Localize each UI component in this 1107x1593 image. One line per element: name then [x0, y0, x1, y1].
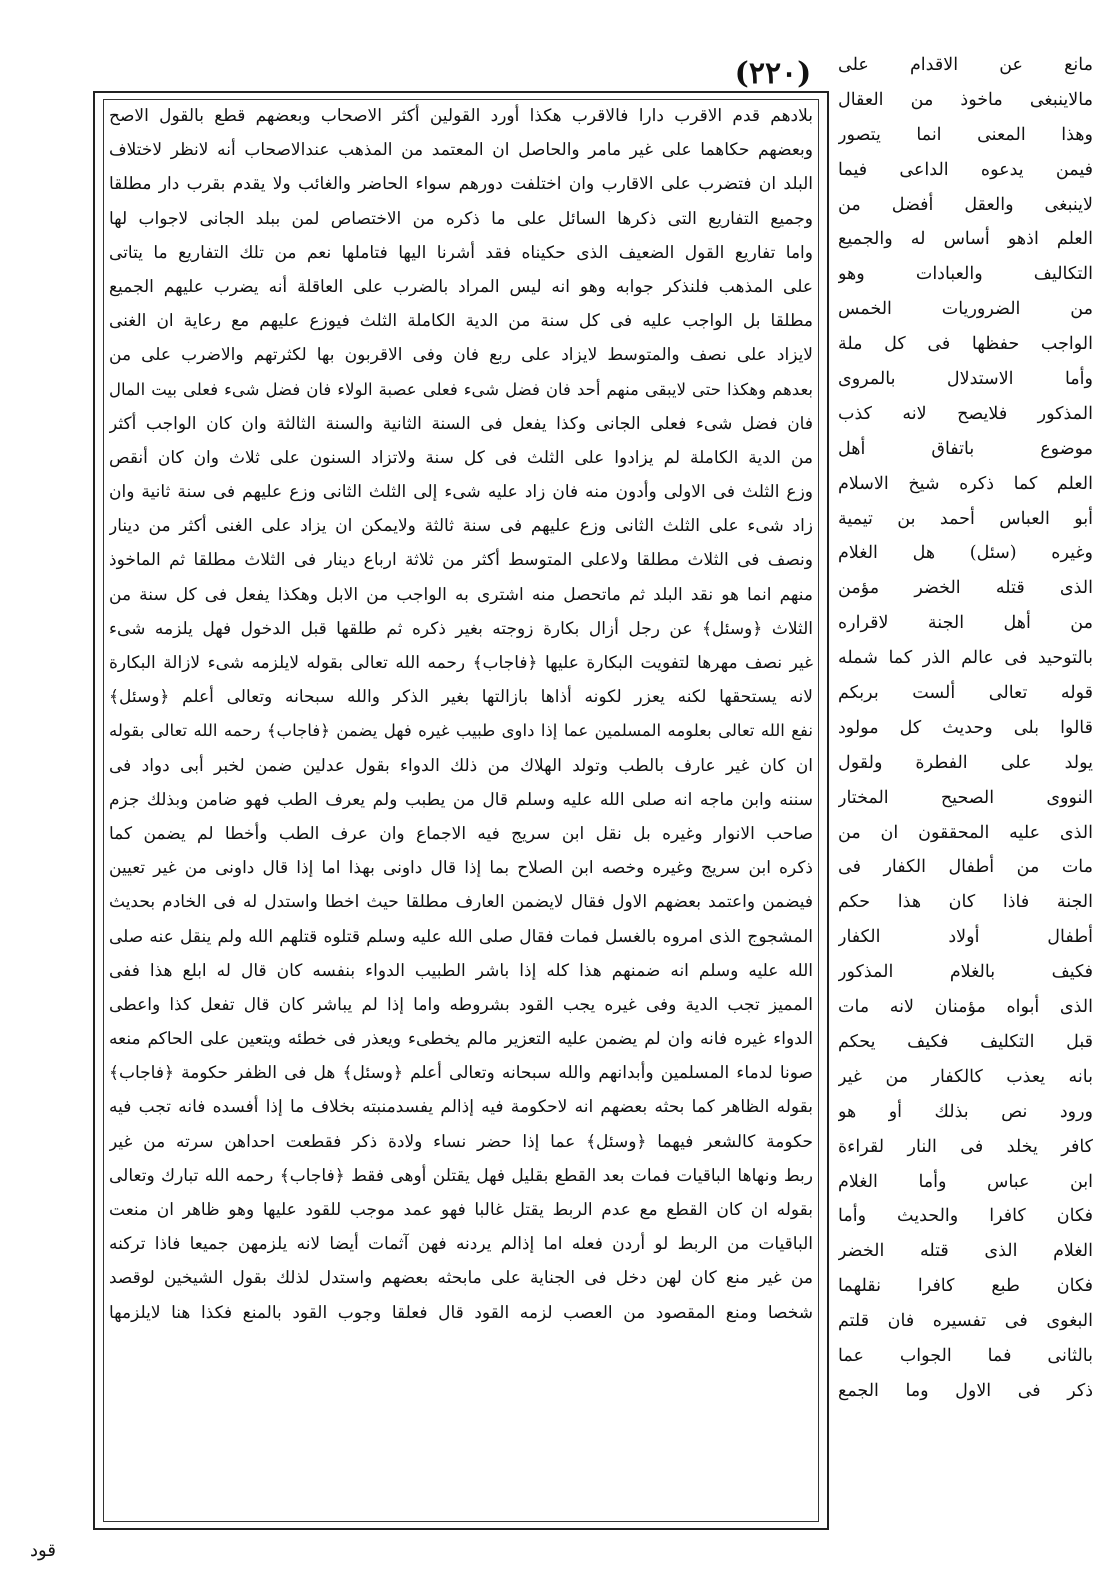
text-line: وجميع التفاريع التى ذكرها السائل على ما ذكره من الاختصاص لمن ببلد الجانى لاجواب لها: [109, 208, 813, 229]
text-line: حكومة كالشعر فيهما ﴿وسئل﴾ عما إذا حضر نساء ولادة ذكر فقطعت احداهن سرته من غير: [109, 1131, 813, 1152]
margin-line: بالثانى فما الجواب عما: [838, 1345, 1093, 1366]
margin-line: أطفال أولاد الكفار: [838, 927, 1093, 948]
page-number: (٢٢٠): [734, 56, 812, 91]
margin-line: من الضروريات الخمس: [838, 299, 1093, 320]
margin-line: الغلام الذى قتله الخضر: [838, 1241, 1093, 1262]
margin-line: العلم كما ذكره شيخ الاسلام: [838, 473, 1093, 494]
text-line: ان كان غير عارف بالطب وتولد الهلاك من ذلك الدواء بقول عدلين ضمن لخبر أبى دواد فى: [109, 755, 813, 776]
text-line: من غير منع كان لهن دخل فى الجناية على مابحثه بعضهم واستدل لذلك بقول الشيخين لوقصد: [109, 1268, 813, 1289]
text-line: الباقيات من الربط لو أردن فعله اما إذالم يردنه فهن آثمات أيضا لانه يلزمهن جميعا فاذا تركنه: [109, 1234, 813, 1255]
margin-line: الذى عليه المحققون ان من: [838, 822, 1093, 843]
margin-line: فكان كافرا والحديث وأما: [838, 1206, 1093, 1227]
margin-line: فكيف بالغلام المذكور: [838, 962, 1093, 983]
margin-line: وأما الاستدلال بالمروى: [838, 369, 1093, 390]
margin-line: أبو العباس أحمد بن تيمية: [838, 508, 1093, 529]
margin-line: مات من أطفال الكفار فى: [838, 857, 1093, 878]
text-line: وزع الثلث فى الاولى وأدون منه فان زاد عليه شىء إلى الثلث الثانى وزع عليهم فى سنة ثانية وان: [109, 482, 813, 503]
margin-line: ورود نص بذلك أو هو: [838, 1101, 1093, 1122]
text-line: وبعضهم حكاهما على غير مامر والحاصل ان المعتمد من المذهب عندالاصحاب أنه لانظر لاختلاف: [109, 140, 813, 161]
margin-line: الذى قتله الخضر مؤمن: [838, 578, 1093, 599]
margin-line: كافر يخلد فى النار لقراءة: [838, 1136, 1093, 1157]
margin-line: فكان طبع كافرا نقلهما: [838, 1276, 1093, 1297]
margin-line: التكاليف والعبادات وهو: [838, 264, 1093, 285]
margin-line: وغيره (سئل) هل الغلام: [838, 543, 1093, 564]
margin-line: موضوع باتفاق أهل: [838, 438, 1093, 459]
margin-line: ذكر فى الاول وما الجمع: [838, 1380, 1093, 1401]
main-text-body: [109, 99, 813, 1522]
margin-line: الجنة فاذا كان هذا حكم: [838, 892, 1093, 913]
text-line: فيضمن واعتمد بعضهم الاول فقال لايضمن العارف مطلقا حيث اخطا واستدل له فى الخادم بحديث: [109, 892, 813, 913]
margin-line: الواجب حفظها فى كل ملة: [838, 334, 1093, 355]
catchword: قود: [30, 1540, 56, 1561]
text-line: بقوله ان كان القطع مع عدم الربط يقتل غالبا فهو عمد موجب للقود عليها وهو ظاهر ان منعت: [109, 1200, 813, 1220]
margin-line: فيمن يدعوه الداعى فيما: [838, 159, 1093, 180]
margin-line: مالاينبغى ماخوذ من العقال: [838, 89, 1093, 110]
text-line: من الدية الكاملة لم يزادوا على الثلث فى كل سنة ولاتزاد السنون على ثلاث وان كان أنقص: [109, 447, 813, 468]
text-line: لايزاد على نصف والمتوسط لايزاد على ربع فان وفى الاقربون بها لكثرتهم والاضرب على من: [109, 345, 813, 366]
margin-line: لاينبغى والعقل أفضل من: [838, 194, 1093, 215]
text-line: الدواء غيره فانه وان لم يضمن عليه التعزير مالم يخطىء ويعذر فى خطئه ويتعين على الحاكم منعه: [109, 1029, 813, 1050]
margin-line: البغوى فى تفسيره فان قلتم: [838, 1311, 1093, 1332]
text-line: صاحب الانوار وغيره بل نقل ابن سريج فيه الاجماع وان عرف الطب وأخطا لم يضمن كما: [109, 823, 813, 844]
margin-commentary: [838, 48, 1093, 1508]
text-line: مطلقا بل الواجب عليه فى كل سنة من الدية الكاملة الثلث فيوزع عليهم مع رعاية ان الغنى: [109, 311, 813, 332]
text-line: غير نصف مهرها لتفويت البكارة عليها ﴿فاجاب﴾ رحمه الله تعالى بقوله لايلزمه شىء لازالة البكارة: [109, 653, 813, 673]
text-line: سننه وابن ماجه انه صلى الله عليه وسلم قال من يطبب ولم يعرف الطب فهو ضامن وبذلك جزم: [109, 789, 813, 810]
margin-line: قوله تعالى ألست بربكم: [838, 683, 1093, 704]
margin-line: بانه يعذب كالكفار من غير: [838, 1066, 1093, 1087]
main-text-frame: [93, 91, 829, 1530]
margin-line: العلم اذهو أساس له والجميع: [838, 229, 1093, 250]
text-line: منهم انما هو نقد البلد ثم ماتحصل منه اشترى به الواجب من الابل وهكذا يفعل فى كل سنة من: [109, 584, 813, 605]
margin-line: بالتوحيد فى عالم الذر كما شمله: [838, 648, 1093, 669]
margin-line: وهذا المعنى انما يتصور: [838, 124, 1093, 145]
text-line: على المذهب فلنذكر جوابه وهو انه ليس المراد بالضرب على العاقلة أنه يضرب عليهم الجميع: [109, 276, 813, 297]
text-line: البلد ان فتضرب على الاقارب وان اختلفت دورهم سواء الحاضر والغائب ولا يقدم بقرب دار مطلقا: [109, 174, 813, 195]
margin-line: قالوا بلى وحديث كل مولود: [838, 717, 1093, 738]
margin-line: يولد على الفطرة ولقول: [838, 752, 1093, 773]
text-line: صونا لدماء المسلمين وأبدانهم والله سبحانه وتعالى أعلم ﴿وسئل﴾ هل فى الظفر حكومة ﴿فاجاب﴾: [109, 1063, 813, 1084]
text-line: شخصا ومنع المقصود من العصب لزمه القود قال فعلقا وجوب القود بالمنع فكذا هنا لايلزمها: [109, 1302, 813, 1323]
margin-line: قبل التكليف فكيف يحكم: [838, 1031, 1093, 1052]
text-line: الثلاث ﴿وسئل﴾ عن رجل أزال بكارة زوجته بغير ذكره ثم طلقها قبل الدخول فهل يلزمه شىء: [109, 618, 813, 639]
text-line: ربط ونهاها الباقيات فمات بعد القطع بقليل فهل يقتلن أوهى فقط ﴿فاجاب﴾ رحمه الله تبارك وتعالى: [109, 1165, 813, 1186]
margin-line: مانع عن الاقدام على: [838, 55, 1093, 75]
text-line: زاد شىء على الثلث الثانى وزع عليهم فى سنة ثالثة ولايمكن ان يزاد على الغنى أكثر من دينار: [109, 516, 813, 537]
text-line: فان فضل شىء فعلى الجانى وكذا يفعل فى السنة الثانية والسنة الثالثة وان كان الواجب أكثر: [109, 413, 813, 434]
margin-line: النووى الصحيح المختار: [838, 787, 1093, 808]
text-line: واما تفاريع القول الضعيف الذى حكيناه فقد أشرنا اليها فتاملها نعم من تلك التفاريع ما يتاتى: [109, 242, 813, 263]
margin-line: ابن عباس وأما الغلام: [838, 1171, 1093, 1192]
text-line: نفع الله تعالى بعلومه المسلمين عما إذا داوى طبيب غيره فهل يضمن ﴿فاجاب﴾ رحمه الله تعالى بقوله: [109, 721, 813, 741]
text-line: بعدهم وهكذا حتى لايبقى منهم أحد فان فضل شىء فعلى عصبة الولاء فان فضل شىء فعلى بيت المال: [109, 379, 813, 399]
text-line: ذكره ابن سريج وغيره وخصه ابن الصلاح بما إذا قال داونى بهذا اما إذا قال داونى من غير تعيين: [109, 858, 813, 879]
text-line: بقوله الظاهر كما بحثه بعضهم انه لاحكومة فيه إذالم يفسدمنبته بخلاف ما إذا أفسده فانه تجب فيه: [109, 1097, 813, 1118]
margin-line: المذكور فلايصح لانه كذب: [838, 403, 1093, 424]
text-line: المميز تجب الدية وفى غيره يجب القود بشروطه واما إذا لم يباشر كان قال تفعل كذا واعطى: [109, 994, 813, 1015]
text-line: المشجوج الذى امروه بالغسل فمات فقال صلى الله عليه وسلم قتلوه قتلهم الله ولم ينقل عنه صلى: [109, 926, 813, 947]
text-line: لانه يستحقها لكنه يعزر لكونه أذاها بازالتها بغير الذكر والله سبحانه وتعالى أعلم ﴿وسئل﴾: [109, 687, 813, 708]
margin-line: الذى أبواه مؤمنان لانه مات: [838, 997, 1093, 1018]
margin-line: من أهل الجنة لاقراره: [838, 613, 1093, 634]
text-line: بلادهم قدم الاقرب دارا فالاقرب هكذا أورد القولين أكثر الاصحاب وبعضهم قطع بالقول الاصح: [109, 106, 813, 126]
text-line: ونصف فى الثلاث مطلقا ولاعلى المتوسط أكثر من ثلاثة ارباع دينار فى الثلاث مطلقا ثم الماخوذ: [109, 550, 813, 571]
text-line: الله عليه وسلم انه ضمنهم هذا كله إذا باشر الطبيب الدواء بنفسه كان قال له ابلع هذا ففى: [109, 960, 813, 981]
